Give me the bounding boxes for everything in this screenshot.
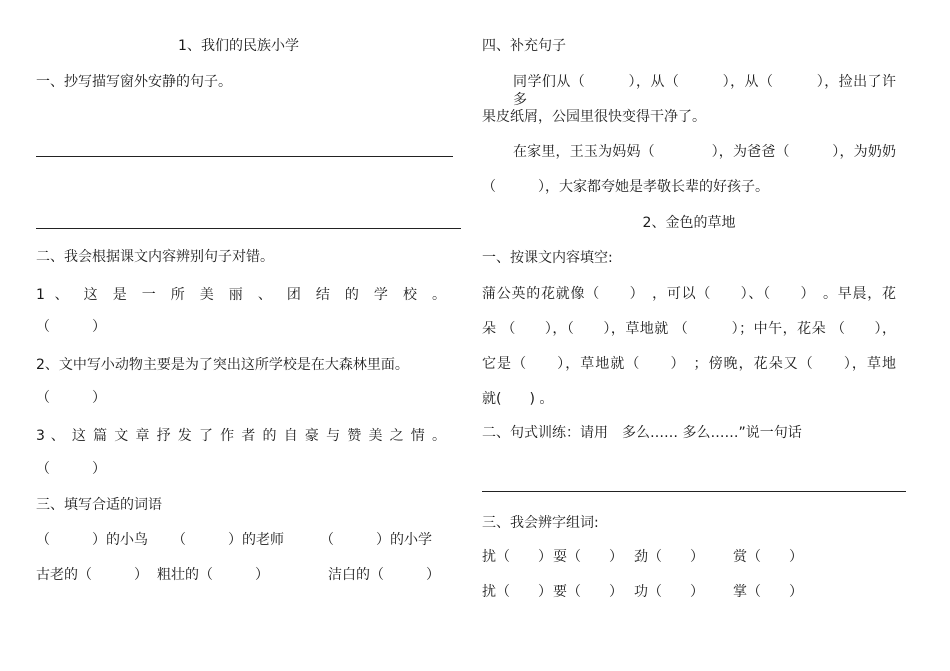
answer-line-2[interactable]	[36, 228, 461, 229]
char-blank[interactable]: 劲（ ）	[634, 549, 704, 565]
section-4-paragraph-1-line-1: 同学们从（ ），从（ ），从（ ），捡出了许多	[513, 74, 896, 108]
answer-line-1[interactable]	[36, 156, 453, 157]
word-blank[interactable]: （ ）的老师	[172, 532, 284, 548]
fill-line-1: 蒲公英的花就像（ ） ，可以（ ）、（ ） 。早晨，花	[482, 286, 896, 302]
char-blank[interactable]: 赏（ ）	[733, 549, 803, 565]
section-4-heading: 四、补充句子	[482, 38, 566, 54]
word-blank[interactable]: 古老的（ ）	[36, 567, 148, 583]
fill-line-4: 就( ) 。	[482, 391, 554, 407]
char-blank[interactable]: 扰（ ）	[482, 549, 552, 565]
section-3-heading: 三、填写合适的词语	[36, 497, 162, 513]
section-1-heading: 一、抄写描写窗外安静的句子。	[36, 74, 232, 90]
section-2-answer-2[interactable]: （ ）	[36, 390, 106, 406]
section-4-paragraph-2-line-2: （ ），大家都夸她是孝敬长辈的好孩子。	[482, 179, 769, 195]
section-2-question-1: 1 、 这 是 一 所 美 丽 、 团 结 的 学 校 。	[36, 287, 446, 303]
fill-line-2: 朵 （ ），（ ），草地就 （ ）；中午，花朵 （ ），	[482, 321, 896, 337]
section-2-question-3: 3 、 这 篇 文 章 抒 发 了 作 者 的 自 豪 与 赞 美 之 情 。	[36, 428, 446, 444]
word-blank[interactable]: （ ）的小鸟	[36, 532, 148, 548]
section-2-question-2: 2、文中写小动物主要是为了突出这所学校是在大森林里面。	[36, 357, 409, 373]
char-blank[interactable]: 扰（ ）	[482, 584, 552, 600]
answer-line-3[interactable]	[482, 491, 906, 492]
char-blank[interactable]: 要（ ）	[553, 584, 623, 600]
char-blank[interactable]: 功（ ）	[634, 584, 704, 600]
char-blank[interactable]: 掌（ ）	[733, 584, 803, 600]
lesson-1-title: 1、我们的民族小学	[178, 38, 299, 54]
section-2-answer-3[interactable]: （ ）	[36, 461, 106, 477]
section-2-heading: 二、我会根据课文内容辨别句子对错。	[36, 249, 274, 265]
lesson-2-title: 2、金色的草地	[642, 215, 736, 231]
char-blank[interactable]: 耍（ ）	[553, 549, 623, 565]
word-blank[interactable]: 粗壮的（ ）	[157, 567, 269, 583]
right-section-3-heading: 三、我会辨字组词:	[482, 515, 599, 531]
section-4-paragraph-2-line-1: 在家里，王玉为妈妈（ ），为爸爸（ ），为奶奶	[513, 144, 896, 160]
right-section-2-heading: 二、句式训练：请用 多么…… 多么……”说一句话	[482, 425, 802, 441]
section-2-answer-1[interactable]: （ ）	[36, 319, 106, 335]
section-4-paragraph-1-line-2: 果皮纸屑，公园里很快变得干净了。	[482, 109, 706, 125]
word-blank[interactable]: 洁白的（ ）	[328, 567, 440, 583]
right-section-1-heading: 一、按课文内容填空:	[482, 250, 613, 266]
fill-line-3: 它是（ ），草地就（ ） ；傍晚，花朵又（ ），草地	[482, 356, 896, 372]
word-blank[interactable]: （ ）的小学	[320, 532, 432, 548]
